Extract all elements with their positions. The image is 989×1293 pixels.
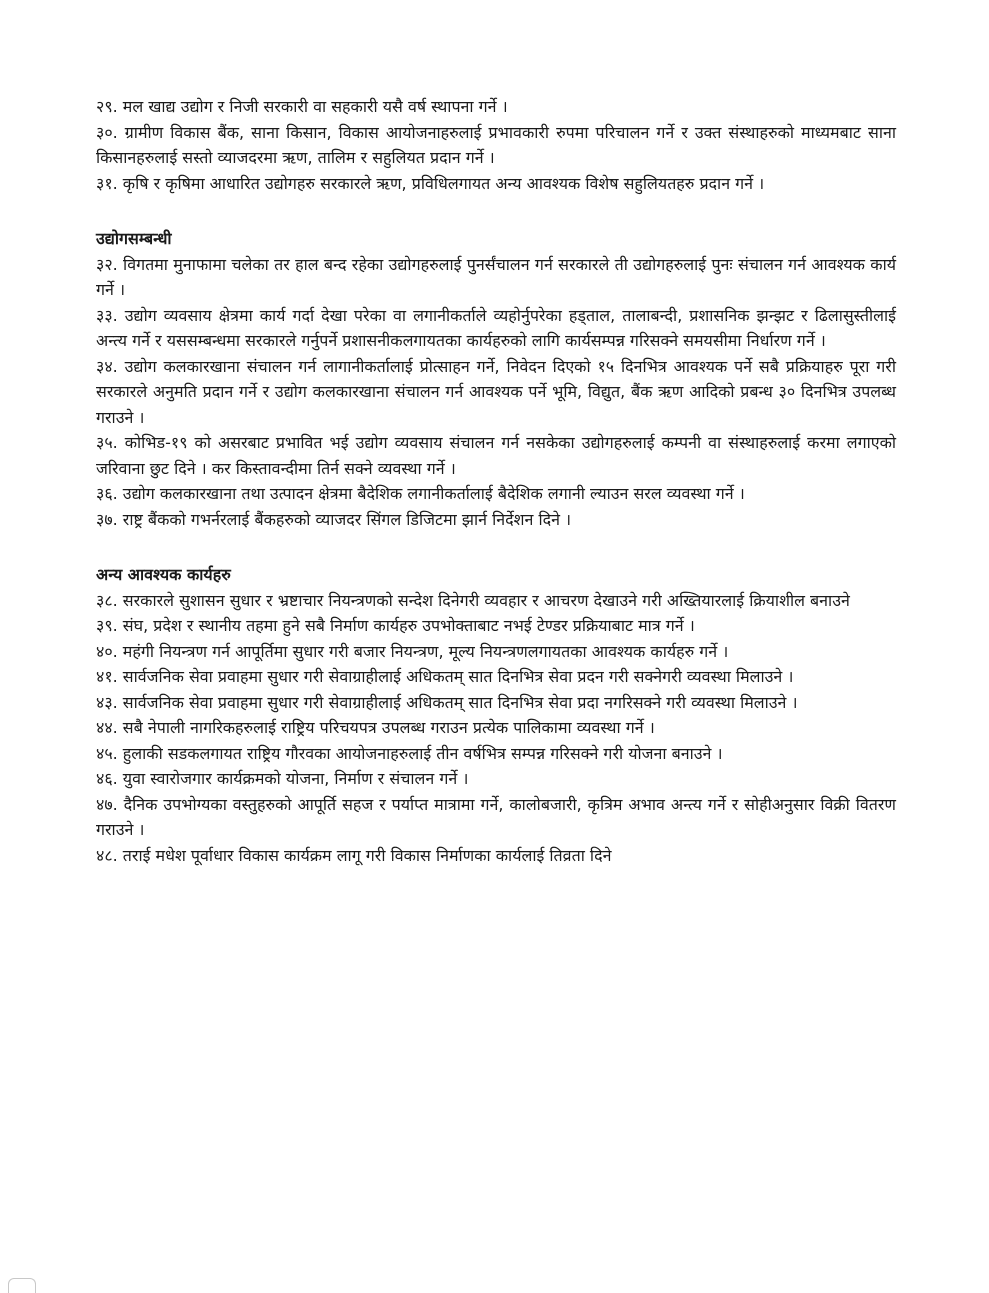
industry-section-heading: उद्योगसम्बन्धी	[96, 229, 172, 248]
list-item-29: २९. मल खाद्य उद्योग र निजी सरकारी वा सहकारी यसै वर्ष स्थापना गर्ने ।	[96, 97, 508, 116]
list-item-44: ४४. सबै नेपाली नागरिकहरुलाई राष्ट्रिय परिचयपत्र उपलब्ध गराउन प्रत्येक पालिकामा व्यवस्था गर्ने ।	[96, 718, 655, 737]
list-item-30: ३०. ग्रामीण विकास बैंक, साना किसान, विकास आयोजनाहरुलाई प्रभावकारी रुपमा परिचालन गर्ने र उक्त संस्थाहरुको माध्यमबाट साना किसानहरुलाई सस्तो व्याजदरमा ऋण, तालिम र सहुलियत प्रदान गर्ने ।	[96, 122, 896, 167]
section-spacer	[96, 532, 896, 562]
list-item-46: ४६. युवा स्वारोजगार कार्यक्रमको योजना, निर्माण र संचालन गर्ने ।	[96, 769, 469, 788]
list-item-41: ४१. सार्वजनिक सेवा प्रवाहमा सुधार गरी सेवाग्राहीलाई अधिकतम् सात दिनभित्र सेवा प्रदन गरी सक्नेगरी व्यवस्था मिलाउने ।	[96, 667, 794, 686]
other-section-heading: अन्य आवश्यक कार्यहरु	[96, 565, 231, 584]
list-item-34: ३४. उद्योग कलकारखाना संचालन गर्न लागानीकर्तालाई प्रोत्साहन गर्ने, निवेदन दिएको १५ दिनभित्र आवश्यक पर्ने सबै प्रक्रियाहरु पूरा गरी सरकारले अनुमति प्रदान गर्ने र उद्योग कलकारखाना संचालन गर्न आवश्यक पर्ने भूमि, विद्युत, बैंक ऋण आदिको प्रबन्ध ३० दिनभित्र उपलब्ध गराउने ।	[96, 356, 896, 427]
list-item-32: ३२. विगतमा मुनाफामा चलेका तर हाल बन्द रहेका उद्योगहरुलाई पुनर्संचालन गर्न सरकारले ती उद्योगहरुलाई पुनः संचालन गर्न आवश्यक कार्य गर्ने ।	[96, 254, 896, 299]
list-item-45: ४५. हुलाकी सडकलगायत राष्ट्रिय गौरवका आयोजनाहरुलाई तीन वर्षभित्र सम्पन्न गरिसक्ने गरी योजना बनाउने ।	[96, 743, 723, 763]
list-item-37: ३७. राष्ट्र बैंकको गभर्नरलाई बैंकहरुको व्याजदर सिंगल डिजिटमा झार्न निर्देशन दिने ।	[96, 509, 572, 529]
list-item-33: ३३. उद्योग व्यवसाय क्षेत्रमा कार्य गर्दा देखा परेका वा लगानीकर्ताले व्यहोर्नुपरेका हड्ताल, तालाबन्दी, प्रशासनिक झन्झट र ढिलासुस्तीलाई अन्त्य गर्ने र यससम्बन्धमा सरकारले गर्नुपर्ने प्रशासनीकलगायतका कार्यहरुको लागि कार्यसम्पन्न गरिसक्ने समयसीमा निर्धारण गर्ने ।	[96, 305, 896, 350]
list-item-48: ४८. तराई मधेश पूर्वाधार विकास कार्यक्रम लागू गरी विकास निर्माणका कार्यलाई तिव्रता दिने	[96, 845, 612, 865]
list-item-47: ४७. दैनिक उपभोग्यका वस्तुहरुको आपूर्ति सहज र पर्याप्त मात्रामा गर्ने, कालोबजारी, कृत्रिम अभाव अन्त्य गर्ने र सोहीअनुसार विक्री वितरण गराउने ।	[96, 794, 896, 839]
document-body	[96, 94, 896, 868]
list-item-31: ३१. कृषि र कृषिमा आधारित उद्योगहरु सरकारले ऋण, प्रविधिलगायत अन्य आवश्यक विशेष सहुलियतहरु प्रदान गर्ने ।	[96, 173, 765, 193]
list-item-35: ३५. कोभिड-१९ को असरबाट प्रभावित भई उद्योग व्यवसाय संचालन गर्न नसकेका उद्योगहरुलाई कम्पनी वा संस्थाहरुलाई करमा लगाएको जरिवाना छुट दिने । कर किस्तावन्दीमा तिर्न सक्ने व्यवस्था गर्ने ।	[96, 433, 896, 478]
list-item-43: ४३. सार्वजनिक सेवा प्रवाहमा सुधार गरी सेवाग्राहीलाई अधिकतम् सात दिनभित्र सेवा प्रदा नगरिसक्ने गरी व्यवस्था मिलाउने ।	[96, 692, 798, 712]
list-item-38: ३८. सरकारले सुशासन सुधार र भ्रष्टाचार नियन्त्रणको सन्देश दिनेगरी व्यवहार र आचरण देखाउने गरी अख्तियारलाई क्रियाशील बनाउने	[96, 590, 850, 610]
list-item-39: ३९. संघ, प्रदेश र स्थानीय तहमा हुने सबै निर्माण कार्यहरु उपभोक्ताबाट नभई टेण्डर प्रक्रियाबाट मात्र गर्ने ।	[96, 616, 695, 635]
list-item-36: ३६. उद्योग कलकारखाना तथा उत्पादन क्षेत्रमा बैदेशिक लगानीकर्तालाई बैदेशिक लगानी ल्याउन सरल व्यवस्था गर्ने ।	[96, 484, 745, 503]
section-spacer	[96, 196, 896, 226]
list-item-40: ४०. महंगी नियन्त्रण गर्न आपूर्तिमा सुधार गरी बजार नियन्त्रण, मूल्य नियन्त्रणलगायतका आवश्यक कार्यहरु गर्ने ।	[96, 641, 729, 661]
page-corner-tab	[8, 1278, 36, 1293]
